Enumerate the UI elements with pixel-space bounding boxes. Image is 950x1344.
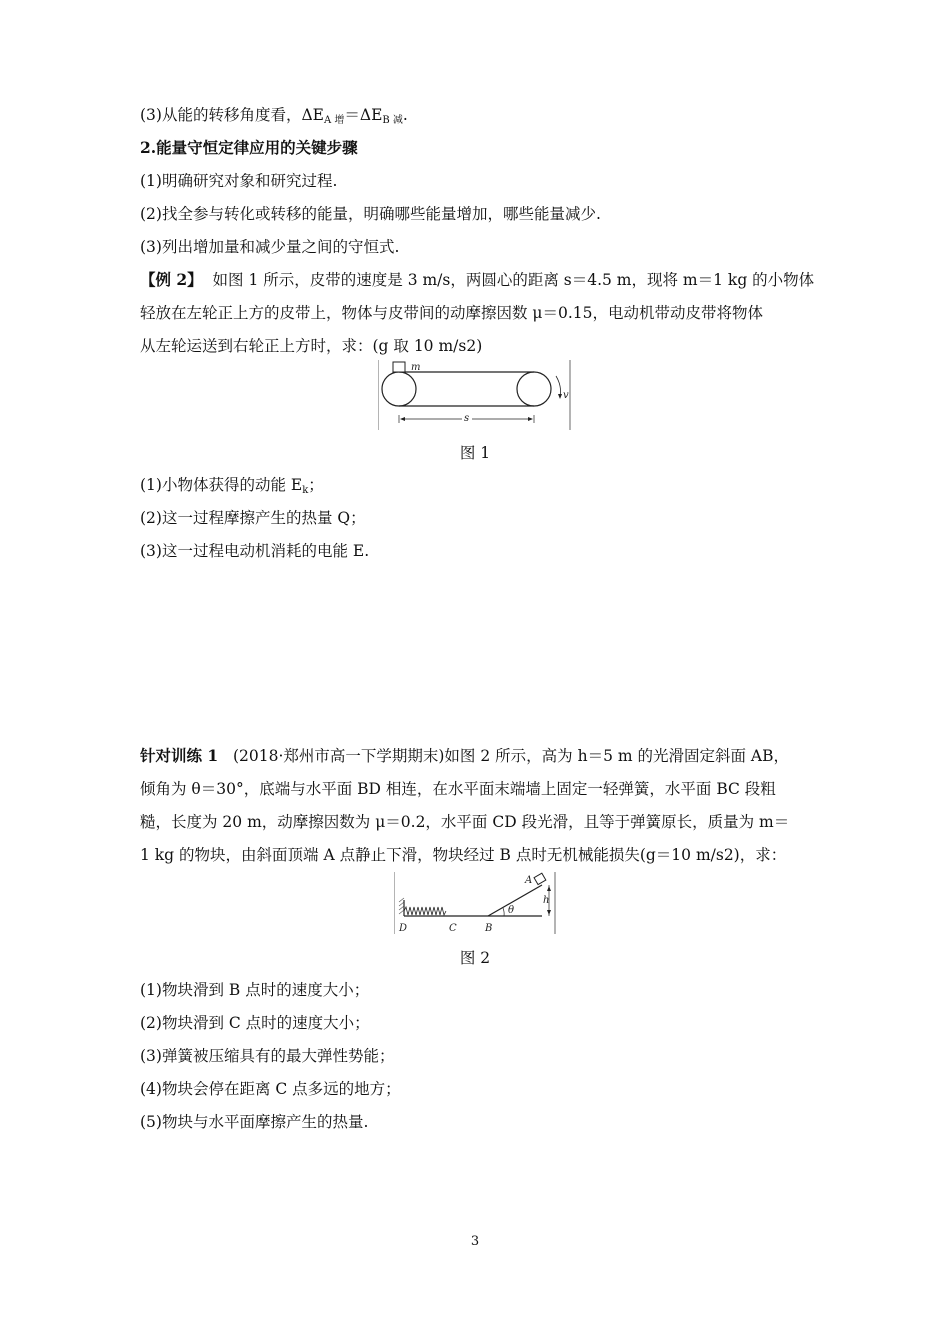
incline-ab — [488, 885, 542, 916]
subscript-k: k — [302, 485, 309, 496]
right-pulley — [517, 372, 551, 406]
point-b-label: B — [485, 923, 493, 934]
training1-line3: 糙，长度为 20 m，动摩擦因数为 μ＝0.2，水平面 CD 段光滑，且等于弹簧原长，质量为 m＝ — [140, 813, 790, 831]
example2-question2: (2)这一过程摩擦产生的热量 Q； — [140, 509, 366, 527]
distance-label: s — [464, 413, 470, 424]
line-text-mid: ＝ΔE — [344, 106, 383, 124]
left-pulley — [382, 372, 416, 406]
question-text: (1)小物体获得的动能 E — [140, 476, 303, 494]
subscript-b: B 减 — [382, 115, 403, 126]
training1-question3: (3)弹簧被压缩具有的最大弹性势能； — [140, 1047, 395, 1065]
training1-question2: (2)物块滑到 C 点时的速度大小； — [140, 1014, 370, 1032]
subscript-a: A 增 — [323, 115, 345, 126]
block-m — [393, 362, 405, 372]
line-end: . — [402, 106, 408, 124]
velocity-label: v — [563, 390, 569, 401]
question-end: ； — [308, 476, 324, 494]
training1-question1: (1)物块滑到 B 点时的速度大小； — [140, 981, 370, 999]
training-text: (2018·郑州市高一下学期期末)如图 2 所示，高为 h＝5 m 的光滑固定斜面 AB， — [232, 747, 789, 765]
incline-figure — [394, 872, 556, 936]
example2-question3: (3)这一过程电动机消耗的电能 E. — [140, 542, 370, 560]
example-text: 如图 1 所示，皮带的速度是 3 m/s，两圆心的距离 s＝4.5 m，现将 m＝1 kg 的小物体 — [212, 271, 815, 289]
example2-line1 — [140, 269, 814, 291]
point-d-label: D — [399, 923, 408, 934]
section-heading-2: 2.能量守恒定律应用的关键步骤 — [140, 138, 358, 157]
energy-transfer-line — [140, 104, 408, 132]
training1-line2: 倾角为 θ＝30°，底端与水平面 BD 相连，在水平面末端墙上固定一轻弹簧，水平面 BC 段粗 — [140, 780, 776, 798]
training1-question5: (5)物块与水平面摩擦产生的热量. — [140, 1113, 369, 1131]
training1-line1 — [140, 745, 789, 767]
line-text: (3)从能的转移角度看，ΔE — [140, 106, 324, 124]
training-tag: 针对训练 1 — [140, 746, 219, 765]
figure1-caption: 图 1 — [459, 444, 491, 462]
spring — [404, 907, 446, 915]
example2-line3: 从左轮运送到右轮正上方时，求：(g 取 10 m/s2) — [140, 337, 483, 355]
step-3: (3)列出增加量和减少量之间的守恒式. — [140, 238, 400, 256]
example-tag: 【例 2】 — [140, 270, 203, 289]
belt-figure — [378, 360, 572, 430]
figure2-caption: 图 2 — [459, 949, 491, 967]
example2-question1 — [140, 474, 324, 502]
block-a — [534, 873, 546, 884]
velocity-arrow — [556, 376, 561, 396]
height-label: h — [543, 895, 550, 906]
point-c-label: C — [449, 923, 457, 934]
point-a-label: A — [525, 875, 533, 886]
page-number: 3 — [470, 1234, 480, 1249]
training1-line4: 1 kg 的物块，由斜面顶端 A 点静止下滑，物块经过 B 点时无机械能损失(g＝10 m/s2)，求： — [140, 846, 787, 864]
theta-label: θ — [508, 905, 515, 916]
step-1: (1)明确研究对象和研究过程. — [140, 172, 338, 190]
step-2: (2)找全参与转化或转移的能量，明确哪些能量增加，哪些能量减少. — [140, 205, 601, 223]
training1-question4: (4)物块会停在距离 C 点多远的地方； — [140, 1080, 401, 1098]
mass-label: m — [411, 362, 421, 373]
example2-line2: 轻放在左轮正上方的皮带上，物体与皮带间的动摩擦因数 μ＝0.15，电动机带动皮带将物体 — [140, 304, 764, 322]
